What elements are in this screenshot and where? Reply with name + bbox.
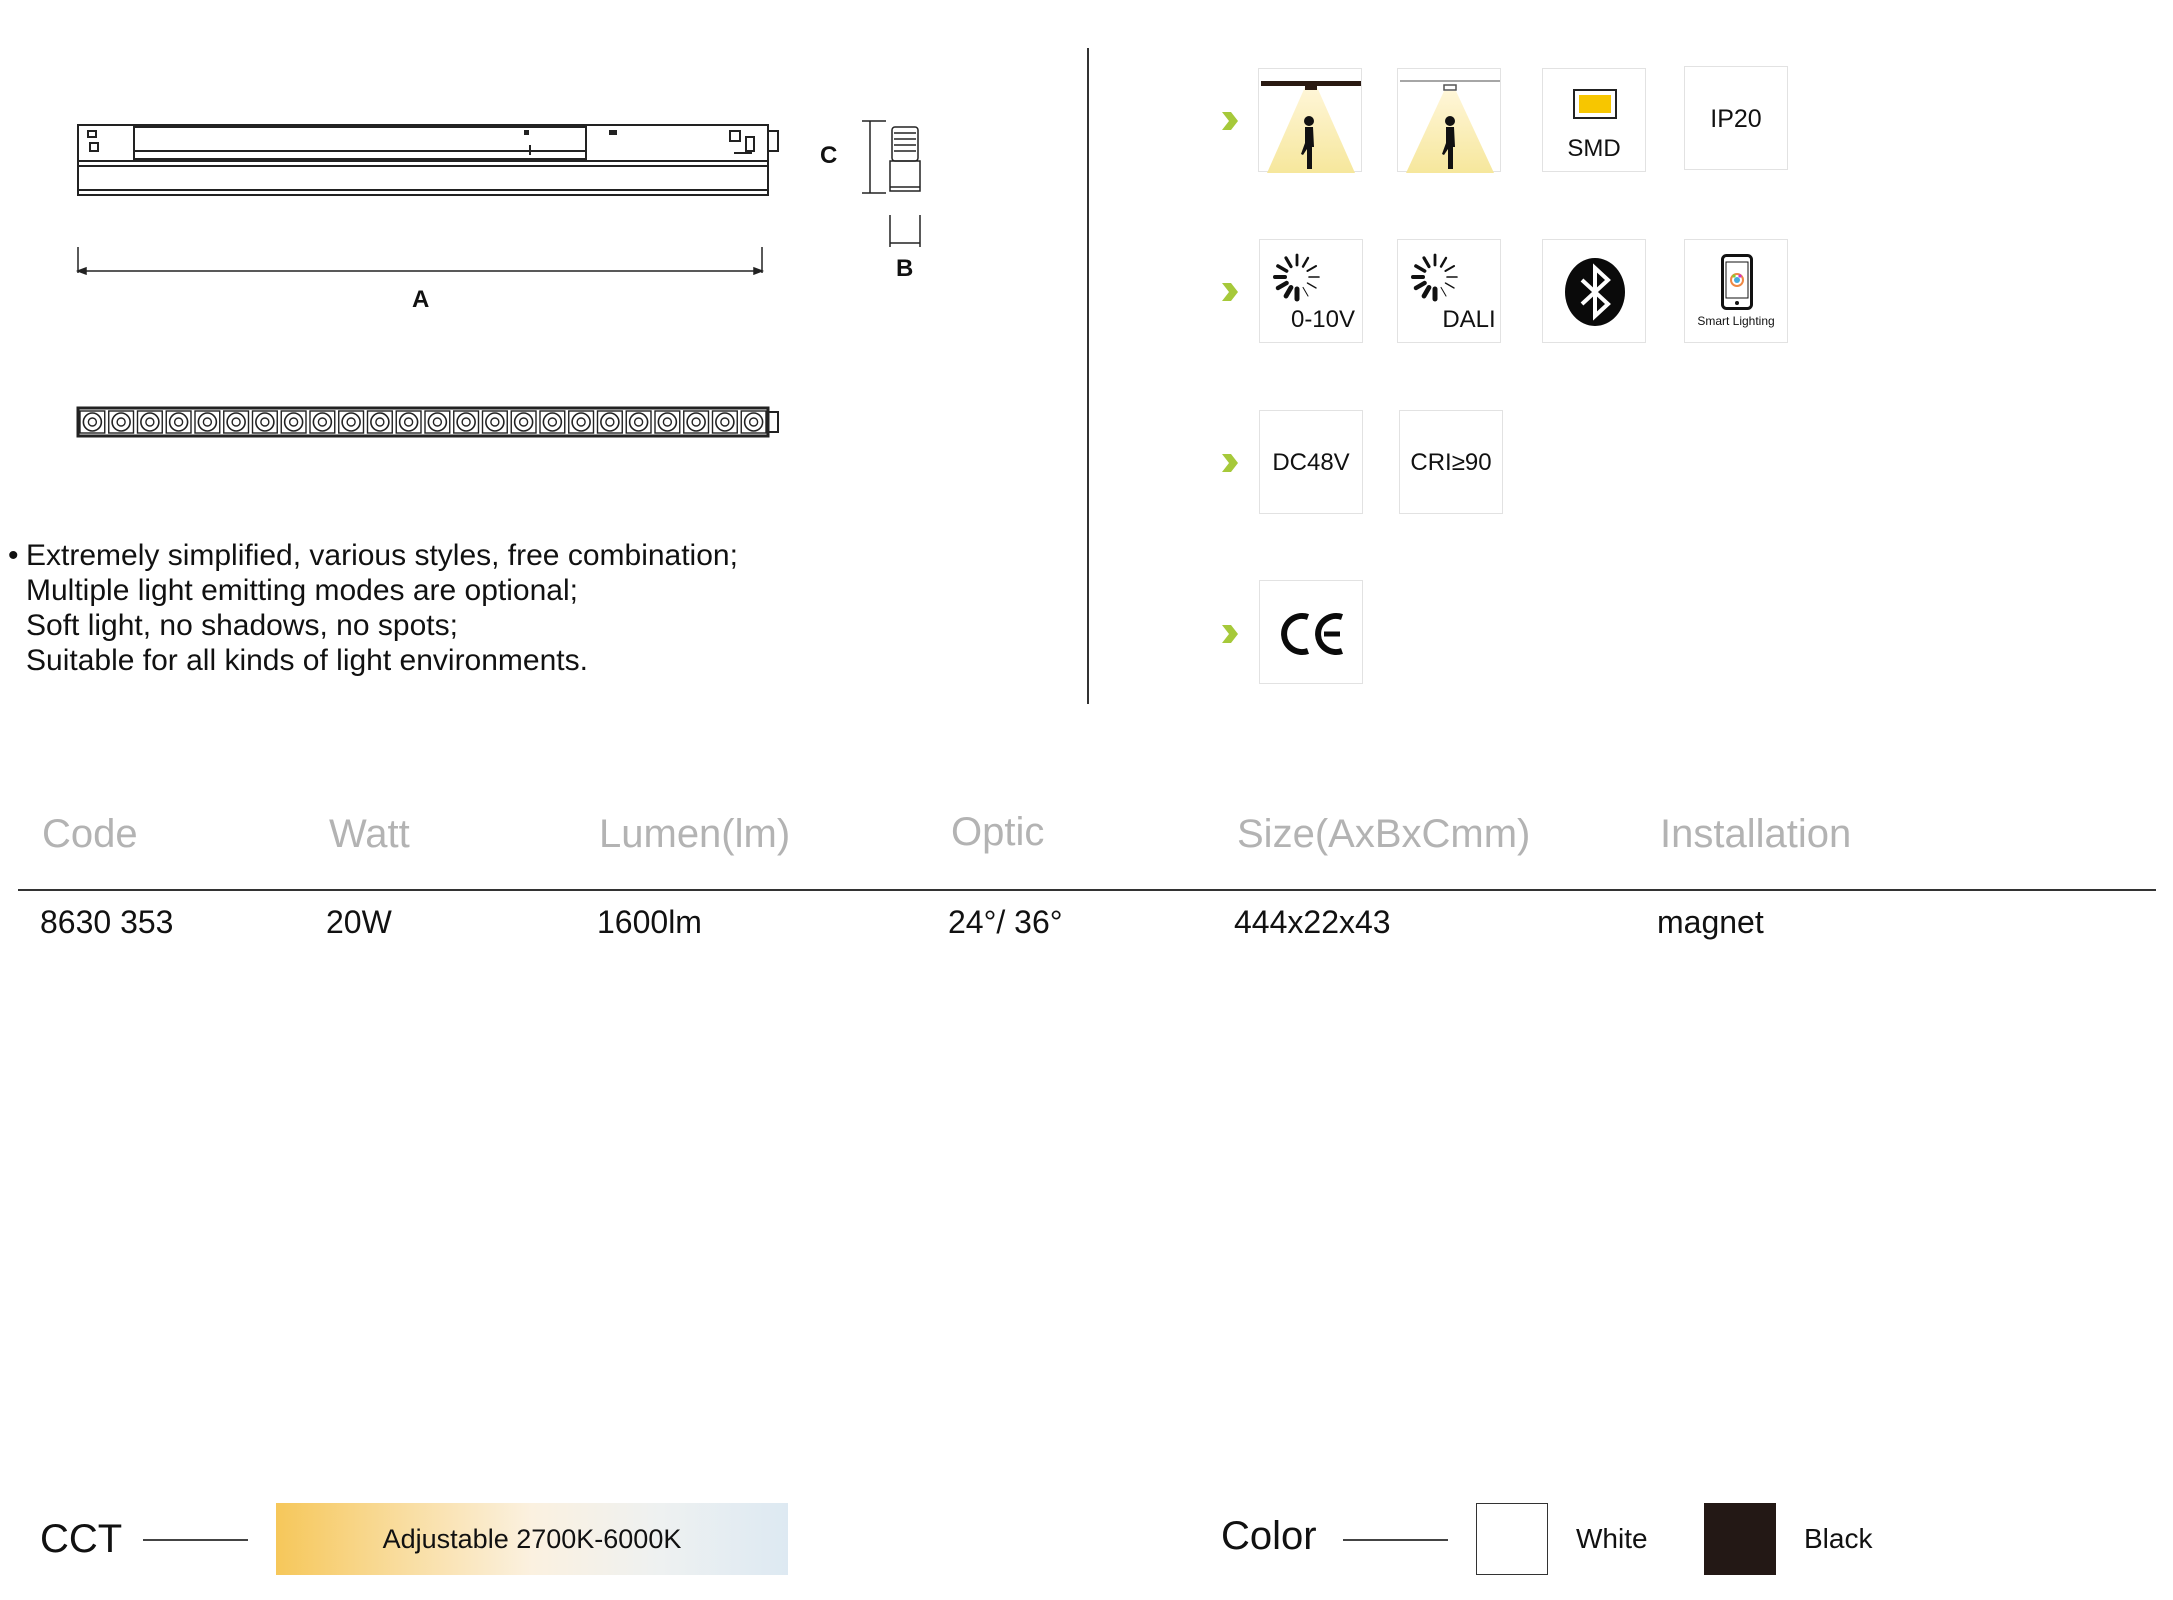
dimmer-spinner-icon [1408,250,1462,304]
feature-item [8,608,738,643]
feature-text: Suitable for all kinds of light environments. [26,644,588,677]
feature-text: Multiple light emitting modes are optional; [26,574,578,607]
dimension-b-label: B [896,255,914,282]
dimming-dali-icon [1397,239,1501,343]
row-arrow-icon [1222,625,1238,643]
cell-size: 444x22x43 [1234,904,1391,940]
cct-label: CCT [40,1517,123,1561]
ceiling-mount-icon [1258,68,1362,172]
cell-code: 8630 353 [40,904,174,940]
ce-glyph-icon [1280,611,1346,657]
suspended-mount-icon [1397,68,1501,172]
dimension-a-line [70,245,780,275]
dimmer-spinner-icon [1270,250,1324,304]
feature-list [8,538,738,678]
end-view-drawing [850,115,940,265]
voltage-icon [1259,410,1363,514]
cri-icon [1399,410,1503,514]
bluetooth-glyph-icon [1565,258,1625,326]
header-optic: Optic [951,810,1045,854]
color-leader-line [1343,1539,1448,1541]
smd-icon [1542,68,1646,172]
cri-label: CRI≥90 [1410,449,1492,476]
row-arrow-icon [1222,283,1238,301]
header-lumen: Lumen(lm) [599,812,791,856]
cct-gradient-bar [276,1503,788,1575]
feature-item: • Extremely simplified, various styles, free combination; [8,539,738,572]
header-code: Code [42,812,138,856]
cell-optic: 24°/ 36° [948,904,1063,940]
feature-text: Extremely simplified, various styles, free combination; [26,539,738,572]
dimming-0-10v-icon [1259,239,1363,343]
smart-lighting-icon [1684,239,1788,343]
ce-mark-icon [1259,580,1363,684]
feature-item [8,573,738,608]
cct-leader-line [143,1539,248,1541]
row-arrow-icon [1222,112,1238,130]
color-label: Color [1221,1514,1317,1558]
header-size: Size(AxBxCmm) [1237,812,1531,856]
bluetooth-icon [1542,239,1646,343]
front-view-drawing [70,400,790,445]
row-arrow-icon [1222,454,1238,472]
color-swatch-white [1476,1503,1548,1575]
feature-item [8,643,738,678]
voltage-label: DC48V [1272,449,1350,476]
vertical-divider [1087,48,1089,704]
cell-lumen: 1600lm [597,904,702,940]
table-header-rule [18,889,2156,891]
smd-label: SMD [1567,135,1621,162]
ip-rating-icon [1684,66,1788,170]
dimension-c-label: C [820,142,838,169]
side-view-drawing [70,115,790,205]
cct-value: Adjustable 2700K-6000K [382,1523,682,1554]
cell-watt: 20W [326,904,392,940]
color-name-black: Black [1804,1523,1873,1554]
smd-chip-icon [1573,89,1617,119]
dimming-0-10v-label: 0-10V [1290,306,1356,333]
feature-text: Soft light, no shadows, no spots; [26,609,458,642]
ip-rating-label: IP20 [1710,105,1762,133]
smartphone-icon [1721,254,1753,310]
header-watt: Watt [329,812,410,856]
color-name-white: White [1576,1523,1648,1554]
header-installation: Installation [1660,812,1852,856]
smart-lighting-label: Smart Lighting [1697,314,1775,328]
dimming-dali-label: DALI [1442,306,1496,333]
cell-installation: magnet [1657,904,1764,940]
color-swatch-black [1704,1503,1776,1575]
dimension-a-label: A [412,286,430,313]
